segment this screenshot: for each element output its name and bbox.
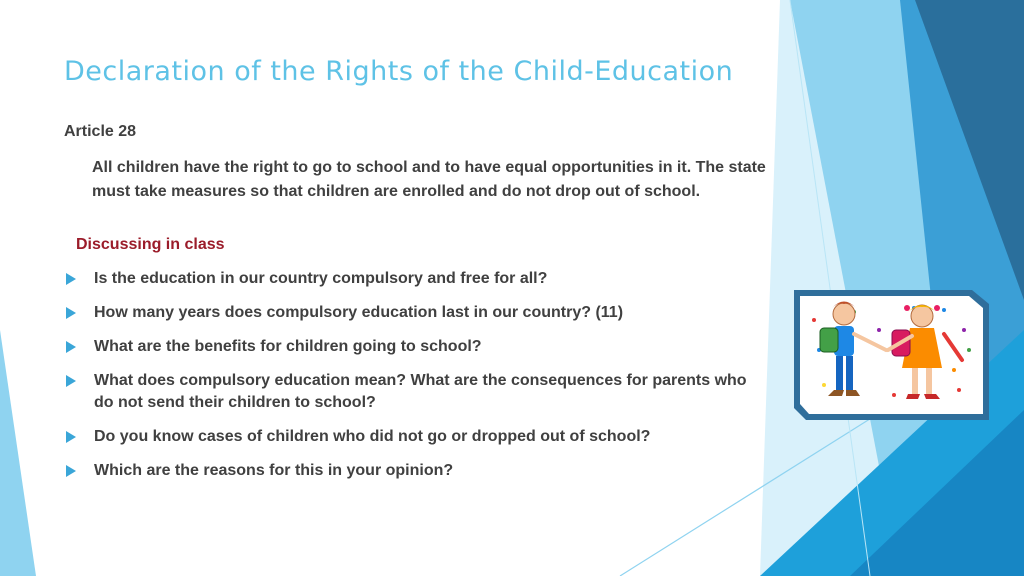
list-item [64, 370, 764, 414]
question-text: What does compulsory education mean? What are the consequences for parents who do not send their children to school? [94, 372, 747, 411]
triangle-right-icon [66, 341, 76, 353]
children-going-to-school-illustration [794, 290, 989, 420]
slide-title: Declaration of the Rights of the Child-Education [64, 56, 734, 87]
triangle-right-icon [66, 307, 76, 319]
left-sliver-shape [0, 330, 36, 576]
discussion-question-list [64, 268, 764, 494]
list-item [64, 336, 764, 358]
triangle-right-icon [66, 465, 76, 477]
list-item [64, 268, 764, 290]
triangle-right-icon [66, 431, 76, 443]
question-text: Which are the reasons for this in your opinion? [94, 462, 454, 479]
list-item [64, 302, 764, 324]
article-heading: Article 28 [64, 123, 137, 140]
question-text: Is the education in our country compulsory and free for all? [94, 270, 548, 287]
question-text: What are the benefits for children going to school? [94, 338, 482, 355]
question-text: Do you know cases of children who did not go or dropped out of school? [94, 428, 651, 445]
article-paragraph: All children have the right to go to school and to have equal opportunities in it. The state must take measures so that children are enrolled and do not drop out of school. [92, 159, 766, 200]
question-text: How many years does compulsory education last in our country? (11) [94, 304, 624, 321]
discussing-heading: Discussing in class [76, 236, 225, 253]
list-item [64, 460, 764, 482]
triangle-right-icon [66, 273, 76, 285]
list-item [64, 426, 764, 448]
triangle-right-icon [66, 375, 76, 387]
